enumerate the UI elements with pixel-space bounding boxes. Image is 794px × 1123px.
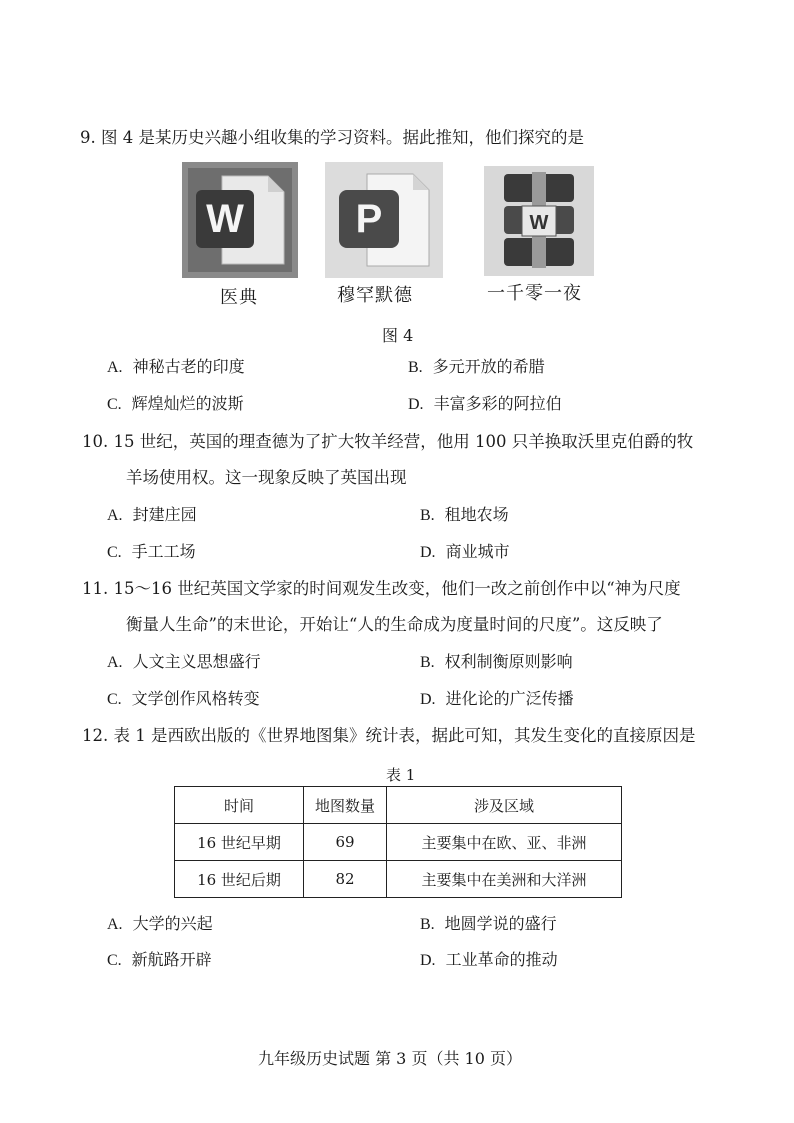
q11-option-c[interactable]: [107, 689, 260, 710]
q10-option-a[interactable]: [107, 505, 197, 526]
option-label: C.: [107, 952, 122, 969]
q9-option-a[interactable]: [107, 357, 245, 378]
option-label: C.: [107, 544, 122, 561]
table-row: [175, 861, 622, 898]
option-label: D.: [420, 952, 436, 969]
option-text: 多元开放的希腊: [432, 357, 545, 376]
option-label: B.: [420, 507, 435, 524]
option-text: 地圆学说的盛行: [444, 914, 557, 933]
archive-file-icon: [484, 166, 594, 276]
option-label: B.: [420, 654, 435, 671]
option-label: D.: [408, 396, 424, 413]
svg-text:W: W: [206, 197, 244, 241]
option-label: A.: [107, 654, 123, 671]
table-title: 表 1: [386, 766, 416, 784]
option-label: A.: [107, 359, 123, 376]
table-cell: 16 世纪早期: [175, 824, 304, 861]
table-header-cell: 地图数量: [304, 787, 387, 824]
q11-option-b[interactable]: [420, 652, 573, 673]
q12-option-a[interactable]: [107, 914, 213, 935]
option-label: C.: [107, 396, 122, 413]
q12-option-d[interactable]: [420, 950, 558, 971]
page-footer: 九年级历史试题 第 3 页（共 10 页）: [258, 1049, 522, 1068]
table-cell: 16 世纪后期: [175, 861, 304, 898]
word-document-icon: [182, 162, 298, 278]
option-text: 文学创作风格转变: [131, 689, 260, 708]
q9-option-c[interactable]: [107, 394, 244, 415]
option-label: B.: [420, 916, 435, 933]
q12-option-c[interactable]: [107, 950, 212, 971]
q10-option-d[interactable]: [420, 542, 510, 563]
table-cell: 主要集中在美洲和大洋洲: [387, 861, 622, 898]
option-label: B.: [408, 359, 423, 376]
option-text: 手工工场: [131, 542, 196, 561]
table-cell: 82: [304, 861, 387, 898]
option-text: 进化论的广泛传播: [445, 689, 574, 708]
table-cell: 主要集中在欧、亚、非洲: [387, 824, 622, 861]
q12-stem: 12. 表 1 是西欧出版的《世界地图集》统计表，据此可知，其发生变化的直接原因是: [82, 726, 696, 745]
q10-option-c[interactable]: [107, 542, 196, 563]
table-cell: 69: [304, 824, 387, 861]
option-text: 工业革命的推动: [445, 950, 558, 969]
option-text: 新航路开辟: [131, 950, 212, 969]
option-text: 人文主义思想盛行: [132, 652, 261, 671]
q10-option-b[interactable]: [420, 505, 509, 526]
figure-caption-1: 医典: [220, 287, 258, 308]
table-header-cell: 涉及区域: [387, 787, 622, 824]
q9-option-b[interactable]: [408, 357, 545, 378]
option-label: A.: [107, 507, 123, 524]
q11-stem-line1: 11. 15～16 世纪英国文学家的时间观发生改变，他们一改之前创作中以“神为尺度: [82, 579, 681, 598]
presentation-document-icon: [325, 162, 443, 278]
q11-stem-line2: 衡量人生命”的末世论，开始让“人的生命成为度量时间的尺度”。这反映了: [126, 615, 663, 634]
option-text: 辉煌灿烂的波斯: [131, 394, 244, 413]
q9-stem: 9. 图 4 是某历史兴趣小组收集的学习资料。据此推知，他们探究的是: [80, 128, 584, 147]
option-text: 神秘古老的印度: [132, 357, 245, 376]
option-label: D.: [420, 691, 436, 708]
q10-stem-line1: 10. 15 世纪，英国的理查德为了扩大牧羊经营，他用 100 只羊换取沃里克伯爵的牧: [82, 432, 694, 451]
option-text: 封建庄园: [132, 505, 197, 524]
option-label: A.: [107, 916, 123, 933]
svg-text:P: P: [355, 197, 383, 241]
q11-option-a[interactable]: [107, 652, 261, 673]
svg-text:W: W: [529, 212, 549, 234]
option-label: D.: [420, 544, 436, 561]
option-text: 权利制衡原则影响: [444, 652, 573, 671]
map-atlas-table: [174, 786, 622, 898]
figure-label: 图 4: [382, 326, 414, 345]
q9-option-d[interactable]: [408, 394, 562, 415]
q12-option-b[interactable]: [420, 914, 557, 935]
option-text: 丰富多彩的阿拉伯: [433, 394, 562, 413]
q10-stem-line2: 羊场使用权。这一现象反映了英国出现: [126, 468, 407, 487]
q11-option-d[interactable]: [420, 689, 574, 710]
figure-caption-2: 穆罕默德: [337, 285, 413, 306]
option-text: 大学的兴起: [132, 914, 213, 933]
table-header-cell: 时间: [175, 787, 304, 824]
table-header-row: [175, 787, 622, 824]
option-text: 商业城市: [445, 542, 510, 561]
figure-caption-3: 一千零一夜: [487, 283, 582, 304]
option-label: C.: [107, 691, 122, 708]
option-text: 租地农场: [444, 505, 509, 524]
table-row: [175, 824, 622, 861]
